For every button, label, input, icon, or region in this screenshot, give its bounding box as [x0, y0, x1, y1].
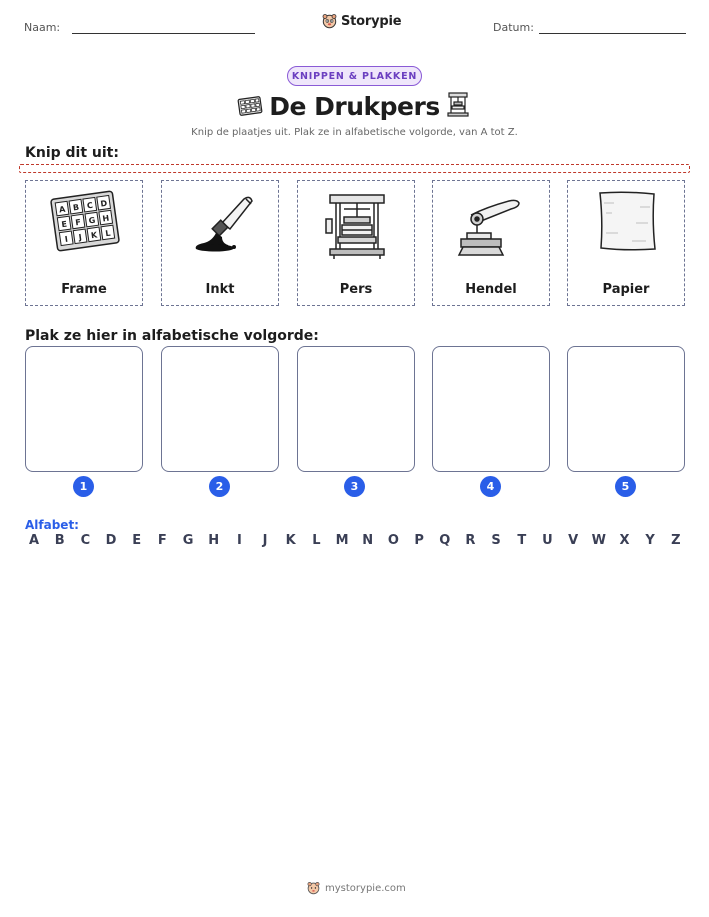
type-block-letter: B	[72, 202, 80, 213]
type-block-letter: L	[104, 228, 112, 239]
type-block-letter: H	[101, 213, 110, 224]
alphabet-letter: M	[335, 533, 349, 548]
slot-number-5: 5	[615, 476, 636, 497]
activity-badge: KNIPPEN & PLAKKEN	[287, 66, 422, 86]
alphabet-letter: W	[591, 533, 606, 548]
alphabet-letter: F	[157, 533, 167, 548]
card-hendel[interactable]	[432, 180, 550, 306]
paste-box-4[interactable]	[432, 346, 550, 472]
card-pers[interactable]	[297, 180, 415, 306]
type-block-letter: I	[64, 234, 69, 244]
alphabet-letter: R	[465, 533, 476, 548]
card-frame[interactable]	[25, 180, 143, 306]
alphabet-letter: C	[80, 533, 91, 548]
card-label-frame: Frame	[61, 282, 107, 297]
ink-tube-icon	[186, 189, 256, 253]
footer-url: mystorypie.com	[325, 882, 406, 894]
paste-section-title: Plak ze hier in alfabetische volgorde:	[25, 328, 319, 344]
type-block-letter: C	[86, 200, 94, 211]
slot-number-2: 2	[209, 476, 230, 497]
storypie-mascot-icon	[322, 13, 337, 29]
card-label-hendel: Hendel	[465, 282, 517, 297]
alphabet-letter: A	[28, 533, 40, 548]
paper-sheet-icon	[592, 189, 662, 253]
alphabet-letter: K	[285, 533, 296, 548]
slot-number-3: 3	[344, 476, 365, 497]
alphabet-letter: X	[619, 533, 630, 548]
card-papier[interactable]	[567, 180, 685, 306]
brand-logo	[322, 13, 401, 29]
card-label-inkt: Inkt	[205, 282, 235, 297]
type-block-letter: E	[60, 219, 68, 230]
instructions: Knip de plaatjes uit. Plak ze in alfabetische volgorde, van A tot Z.	[191, 127, 518, 138]
paste-box-5[interactable]	[567, 346, 685, 472]
alphabet-letter: D	[105, 533, 117, 548]
alphabet-letter: Y	[645, 533, 655, 548]
card-label-papier: Papier	[602, 282, 650, 297]
type-block-letter: F	[74, 217, 82, 228]
type-block-letter: K	[90, 230, 98, 241]
type-frame-icon	[50, 189, 120, 253]
alphabet-letter: S	[491, 533, 501, 548]
alphabet-row	[25, 533, 685, 548]
alphabet-letter: N	[362, 533, 374, 548]
date-line	[539, 33, 686, 34]
type-block-letter: G	[88, 215, 96, 226]
alphabet-letter: Z	[671, 533, 681, 548]
card-inkt[interactable]	[161, 180, 279, 306]
paste-box-2[interactable]	[161, 346, 279, 472]
alphabet-letter: J	[262, 533, 268, 548]
name-label: Naam:	[24, 21, 61, 34]
cut-line	[19, 164, 690, 173]
cut-section-title: Knip dit uit:	[25, 145, 119, 161]
brand-name: Storypie	[341, 13, 402, 29]
alphabet-letter: G	[182, 533, 194, 548]
slot-number-1: 1	[73, 476, 94, 497]
footer	[307, 881, 406, 895]
alphabet-letter: I	[236, 533, 242, 548]
storypie-mascot-icon	[307, 881, 320, 895]
alphabet-letter: P	[414, 533, 424, 548]
alphabet-letter: E	[132, 533, 142, 548]
lever-icon	[457, 189, 527, 261]
alphabet-letter: B	[54, 533, 65, 548]
printing-press-icon	[322, 189, 392, 261]
alphabet-letter: U	[542, 533, 553, 548]
paste-box-3[interactable]	[297, 346, 415, 472]
card-label-pers: Pers	[339, 282, 373, 297]
page-title: De Drukpers	[269, 92, 440, 121]
alphabet-label: Alfabet:	[25, 518, 79, 532]
type-block-letter: A	[58, 204, 66, 215]
date-label: Datum:	[493, 21, 534, 34]
alphabet-letter: O	[387, 533, 399, 548]
alphabet-letter: L	[312, 533, 321, 548]
slot-number-4: 4	[480, 476, 501, 497]
type-block-letter: J	[78, 232, 83, 242]
alphabet-letter: T	[517, 533, 527, 548]
alphabet-letter: V	[568, 533, 579, 548]
alphabet-letter: H	[208, 533, 220, 548]
small-press-icon	[446, 91, 470, 118]
alphabet-letter: Q	[439, 533, 451, 548]
paste-box-1[interactable]	[25, 346, 143, 472]
type-block-letter: D	[99, 198, 108, 209]
name-line	[72, 33, 255, 34]
